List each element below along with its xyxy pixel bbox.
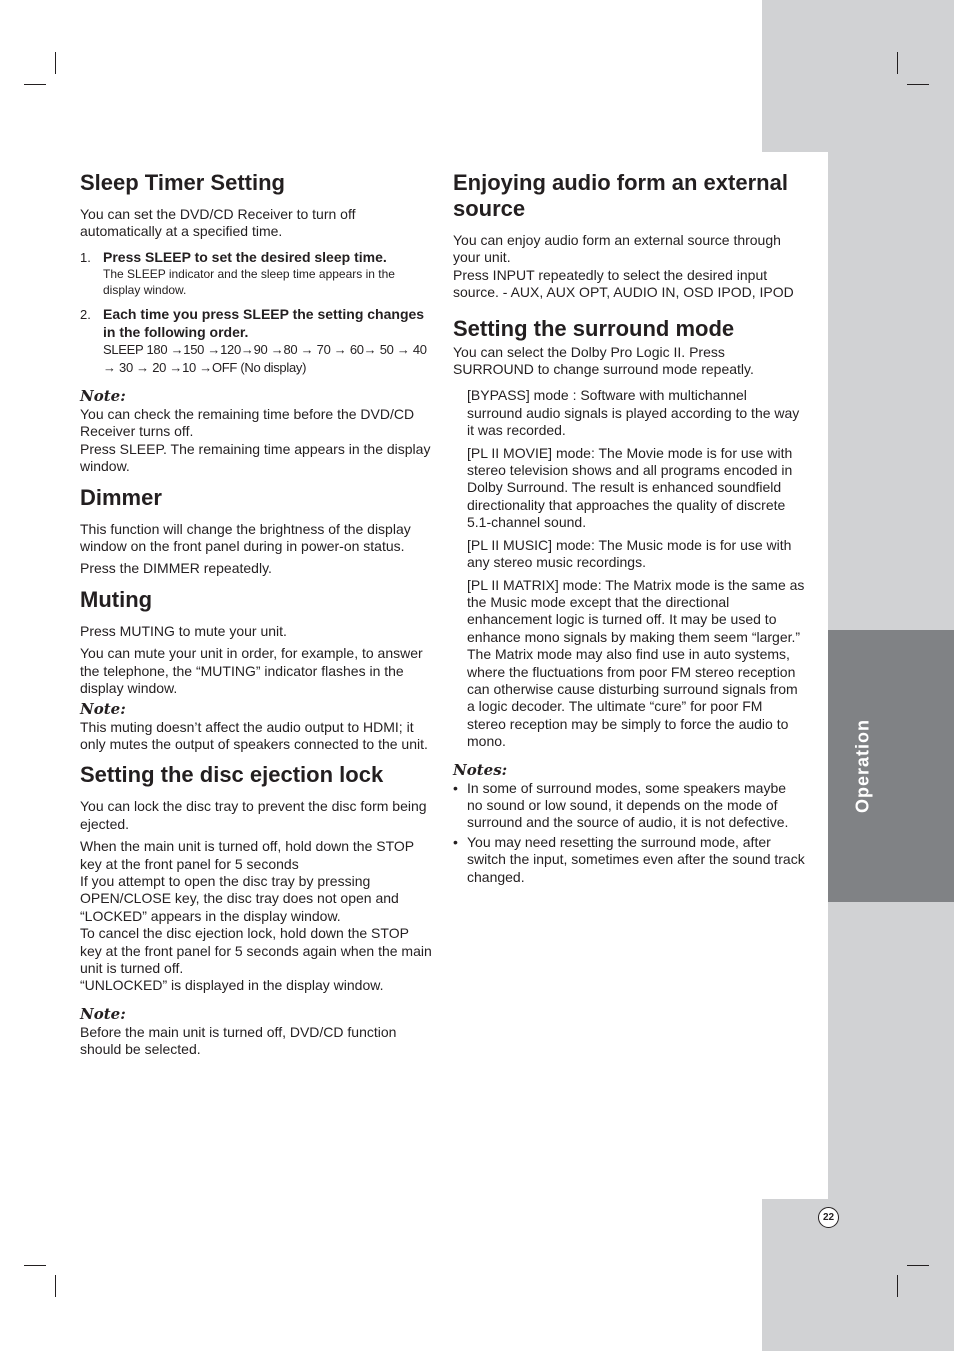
ejection-lock-line-4: “UNLOCKED” is displayed in the display window. — [80, 977, 384, 994]
ejection-lock-line-3: To cancel the disc ejection lock, hold down the STOP key at the front panel for 5 seconds again when the main unit is turned off. — [80, 925, 432, 976]
sleep-note-line-2: Press SLEEP. The remaining time appears in the display window. — [80, 440, 431, 475]
external-audio-line-2: Press INPUT repeatedly to select the desired input source. - AUX, AUX OPT, AUDIO IN, OSD IPOD, IPOD — [453, 266, 794, 301]
muting-paragraph-1: Press MUTING to mute your unit. — [80, 622, 287, 639]
ejection-lock-line-2: If you attempt to open the disc tray by pressing OPEN/CLOSE key, the disc tray does not open and “LOCKED” appears in the display window. — [80, 872, 399, 924]
right-column — [453, 170, 805, 895]
surround-mode-bypass: [BYPASS] mode : Software with multichannel surround audio signals is played according to the way it was recorded. — [467, 387, 800, 439]
muting-heading: Muting — [80, 586, 153, 612]
dimmer-paragraph-2: Press the DIMMER repeatedly. — [80, 560, 272, 577]
note-title: Note: — [80, 1004, 126, 1023]
sleep-sequence: SLEEP 180 →150 →120→90 →80 → 70 → 60→ 50 → 40 → 30 → 20 →10 →OFF (No display) — [103, 342, 427, 376]
left-column — [80, 170, 432, 1068]
sleep-timer-heading: Sleep Timer Setting — [80, 170, 285, 195]
dimmer-heading: Dimmer — [80, 484, 162, 510]
surround-section — [453, 316, 805, 886]
crop-mark — [55, 52, 56, 74]
sleep-timer-section — [80, 170, 432, 476]
sidebar-band-bottom — [762, 1199, 954, 1351]
surround-heading: Setting the surround mode — [453, 315, 735, 341]
ejection-lock-line-1: When the main unit is turned off, hold down the STOP key at the front panel for 5 seconds — [80, 838, 414, 872]
step-number: 1. — [80, 249, 91, 265]
sleep-timer-intro: You can set the DVD/CD Receiver to turn off automatically at a specified time. — [80, 206, 356, 240]
step-detail: The SLEEP indicator and the sleep time appears in the display window. — [103, 267, 395, 298]
notes-title: Notes: — [453, 760, 508, 779]
step-number: 2. — [80, 307, 91, 323]
muting-paragraph-2: You can mute your unit in order, for example, to answer the telephone, the “MUTING” indicator flashes in the display window. — [80, 645, 423, 697]
step-title: Press SLEEP to set the desired sleep time. — [103, 248, 387, 265]
crop-mark — [24, 84, 46, 85]
sleep-step-1 — [80, 249, 432, 298]
surround-mode-music: [PL II MUSIC] mode: The Music mode is for use with any stereo music recordings. — [467, 536, 792, 571]
note-title: Note: — [80, 387, 126, 406]
sleep-step-2 — [80, 306, 432, 377]
note-title: Note: — [80, 699, 126, 718]
surround-intro: You can select the Dolby Pro Logic II. Press SURROUND to change surround mode repeatly. — [453, 343, 754, 378]
section-tab-label: Operation — [852, 718, 873, 814]
surround-note-2: • You may need resetting the surround mode, after switch the input, sometimes even after the sound track changed. — [453, 834, 805, 886]
crop-mark — [907, 84, 929, 85]
dimmer-paragraph-1: This function will change the brightness of the display window on the front panel during in power-on status. — [80, 520, 411, 555]
ejection-lock-note: Before the main unit is turned off, DVD/CD function should be selected. — [80, 1023, 397, 1058]
ejection-lock-intro: You can lock the disc tray to prevent the disc form being ejected. — [80, 798, 427, 832]
crop-mark — [24, 1265, 46, 1266]
sleep-timer-steps — [80, 249, 432, 377]
surround-note-1: • In some of surround modes, some speakers maybe no sound or low sound, it depends on the mode of surround and the source of audio, it is not defective. — [453, 780, 805, 832]
external-audio-heading: Enjoying audio form an external source — [453, 170, 788, 221]
crop-mark — [907, 1265, 929, 1266]
muting-section — [80, 587, 432, 753]
surround-mode-movie: [PL II MOVIE] mode: The Movie mode is for use with stereo television shows and all programs encoded in Dolby Surround. The result is enhanced soundfield directionality that approaches the quality of discrete 5.1-channel sound. — [467, 444, 793, 531]
surround-modes — [453, 387, 805, 750]
crop-mark — [897, 52, 898, 74]
ejection-lock-section — [80, 762, 432, 1058]
crop-mark — [897, 1275, 898, 1297]
sidebar-band-top — [762, 0, 954, 152]
external-audio-line-1: You can enjoy audio form an external source through your unit. — [453, 232, 781, 266]
surround-mode-matrix: [PL II MATRIX] mode: The Matrix mode is the same as the Music mode except that the directional enhancement logic is turned off. It may be used to enhance mono signals by making them seem “larger.” The Matrix mode may also find use in auto systems, where the fluctuations from poor FM stereo reception can otherwise cause disturbing surround signals from a logic decoder. The ultimate “cure” for poor FM stereo reception may be simply to force the audio to mono. — [467, 576, 805, 750]
external-audio-section — [453, 170, 805, 302]
surround-notes — [453, 780, 805, 886]
sleep-note-line-1: You can check the remaining time before the DVD/CD Receiver turns off. — [80, 406, 415, 440]
step-title: Each time you press SLEEP the setting changes in the following order. — [103, 306, 425, 340]
section-tab — [828, 630, 954, 902]
ejection-lock-heading: Setting the disc ejection lock — [80, 762, 384, 788]
muting-note: This muting doesn’t affect the audio output to HDMI; it only mutes the output of speakers connected to the unit. — [80, 718, 428, 752]
crop-mark — [55, 1275, 56, 1297]
dimmer-section — [80, 485, 432, 578]
page-number: 22 — [818, 1207, 839, 1228]
